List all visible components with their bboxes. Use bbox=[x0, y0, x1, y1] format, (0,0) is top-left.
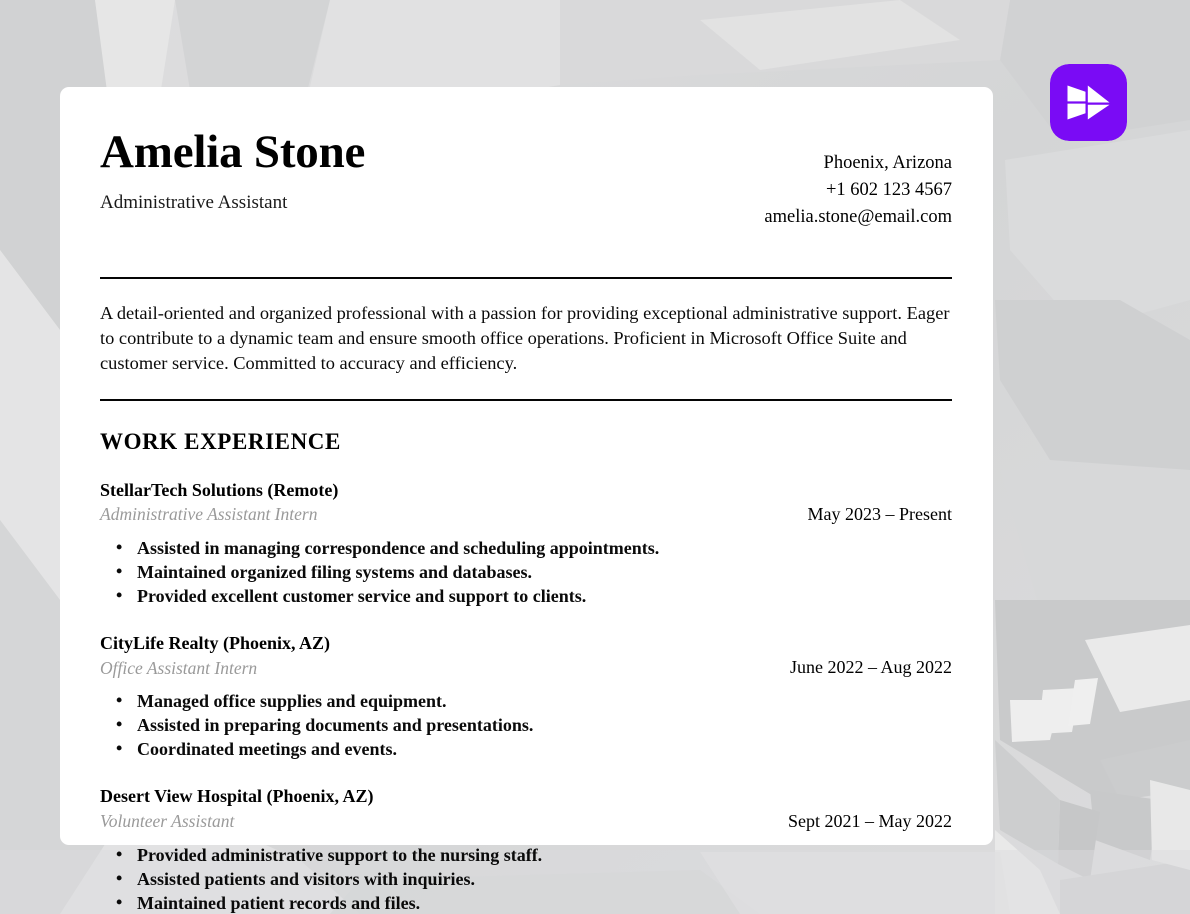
job-bullets bbox=[100, 536, 952, 608]
professional-summary: A detail-oriented and organized professional with a passion for providing exceptional administrative support. Eager to contribute to a dynamic team and ensure smooth office operations. Proficient in Microsoft Office Suite and customer service. Committed to accuracy and efficiency. bbox=[100, 302, 950, 374]
job-bullet: • Provided administrative support to the nursing staff. bbox=[112, 843, 952, 867]
candidate-headline: Administrative Assistant bbox=[100, 192, 288, 213]
contact-email: amelia.stone@email.com bbox=[764, 207, 952, 228]
resume-header bbox=[100, 127, 952, 232]
candidate-name: Amelia Stone bbox=[100, 126, 366, 178]
contact-block bbox=[764, 127, 952, 232]
job-bullet: • Assisted patients and visitors with inquiries. bbox=[112, 867, 952, 891]
job-bullet: • Coordinated meetings and events. bbox=[112, 737, 952, 761]
job-entry bbox=[100, 455, 952, 608]
job-bullet: • Maintained organized filing systems and databases. bbox=[112, 560, 952, 584]
resume-card bbox=[60, 87, 993, 913]
contact-location: Phoenix, Arizona bbox=[823, 153, 952, 173]
job-entry bbox=[100, 608, 952, 761]
job-role: Volunteer Assistant bbox=[100, 810, 235, 831]
job-bullet: • Assisted in managing correspondence and scheduling appointments. bbox=[112, 536, 952, 560]
job-bullet: • Assisted in preparing documents and presentations. bbox=[112, 713, 952, 737]
identity-block bbox=[100, 127, 365, 214]
job-bullet: • Maintained patient records and files. bbox=[112, 891, 952, 914]
job-dates: June 2022 – Aug 2022 bbox=[790, 657, 952, 678]
job-role: Administrative Assistant Intern bbox=[100, 504, 318, 525]
job-bullet: • Managed office supplies and equipment. bbox=[112, 689, 952, 713]
job-company: StellarTech Solutions (Remote) bbox=[100, 479, 339, 500]
job-entry bbox=[100, 761, 952, 914]
section-title-work-experience: WORK EXPERIENCE bbox=[100, 428, 341, 454]
job-bullets bbox=[100, 843, 952, 914]
job-role: Office Assistant Intern bbox=[100, 657, 258, 678]
job-company: Desert View Hospital (Phoenix, AZ) bbox=[100, 786, 374, 807]
resume-content bbox=[100, 127, 952, 914]
contact-phone: +1 602 123 4567 bbox=[825, 180, 952, 201]
job-bullets bbox=[100, 689, 952, 761]
job-company: CityLife Realty (Phoenix, AZ) bbox=[100, 633, 330, 654]
job-dates: Sept 2021 – May 2022 bbox=[788, 810, 952, 831]
fast-forward-logo-icon[interactable] bbox=[1050, 64, 1127, 141]
job-bullet: • Provided excellent customer service and support to clients. bbox=[112, 584, 952, 608]
job-dates: May 2023 – Present bbox=[807, 503, 952, 524]
